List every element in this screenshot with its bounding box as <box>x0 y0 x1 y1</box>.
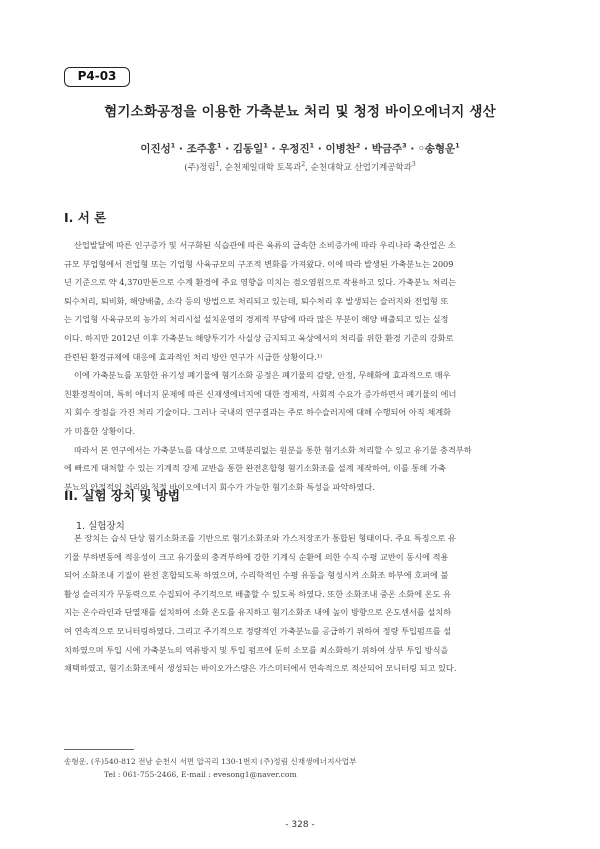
author-name: 이병찬 <box>325 143 356 155</box>
text-line: 친환경적이며, 특히 에너지 문제에 따른 신재생에너지에 대한 경제적, 사회적 수요가 증가하면서 폐기물의 에너 <box>64 388 457 399</box>
presentation-code-badge: P4-03 <box>64 67 130 87</box>
text-line: 관련된 환경규제에 대응에 효과적인 처리 방안 연구가 시급한 상황이다.¹⁾ <box>64 351 323 362</box>
text-line: 되어 소화조내 기질이 완전 혼합되도록 하였으며, 수리학적인 수평 유동을 형성시켜 소화조 하부에 호퍼에 불 <box>64 570 449 581</box>
text-line: 산업발달에 따른 인구증가 및 서구화된 식습관에 따른 육류의 급속한 소비증가에 따라 우리나라 축산업은 소 <box>74 240 456 250</box>
author-separator: · <box>267 143 280 155</box>
text-line: 활성 슬러지가 무동력으로 수집되어 주기적으로 배출할 수 있도록 하였다. 또한 소화조내 중온 소화에 온도 유 <box>64 588 452 599</box>
section-heading-introduction: I. 서 론 <box>64 210 107 225</box>
author-name: 김동일 <box>232 143 264 155</box>
affiliation-mark: 3 <box>411 161 416 169</box>
text-line: 지는 온수라인과 단열재를 설치하여 소화 온도를 유지하고 혐기소화조 내에 높이 방향으로 온도센서를 설치하 <box>64 607 452 618</box>
author-affil-mark: 1 <box>309 141 315 150</box>
text-line: 여 연속적으로 모니터링하였다. 그리고 주기적으로 정량적인 가축분뇨를 공급하기 위하여 정량 투입펌프를 설 <box>64 625 452 636</box>
text-line: 년 기준으로 약 4,370만톤으로 수계 환경에 주요 영향을 미치는 점오염원으로 작용하고 있다. 가축분뇨 처리는 <box>64 277 457 288</box>
affiliation-line <box>0 161 600 173</box>
author-affil-mark: 3 <box>402 141 407 150</box>
page-number: - 328 - <box>285 820 315 830</box>
author-separator: · <box>360 143 372 155</box>
text-line: 본 장치는 습식 단상 혐기소화조를 기반으로 혐기소화조와 가스저장조가 통합된 형태이다. 주요 특징으로 유 <box>74 533 456 543</box>
affiliation-mark: 1 <box>215 161 220 169</box>
affiliation-mark: 2 <box>301 161 306 169</box>
text-line: 지 회수 장점을 가진 처리 기술이다. 그러나 국내의 연구결과는 주로 하수슬러지에 대해 수행되어 아직 체계화 <box>64 407 452 418</box>
author-affil-mark: 1 <box>170 141 176 150</box>
author-affil-mark: 1 <box>455 141 460 150</box>
footnote-contact: Tel : 061-755-2466, E-mail : evesong1@naver.com <box>104 770 297 779</box>
text-line: 퇴수처리, 퇴비화, 해양배출, 소각 등의 방법으로 처리되고 있는데, 퇴수처리 후 발생되는 슬러지와 전업형 또 <box>64 295 449 306</box>
subsection-heading-apparatus: 1. 실험장치 <box>76 521 125 532</box>
author-separator: · <box>175 143 187 155</box>
introduction-body <box>64 236 536 496</box>
author-list <box>0 141 600 156</box>
text-line: 이다. 하지만 2012년 이후 가축분뇨 해양투기가 사실상 금지되고 육상에서의 처리를 위한 환경 기준의 강화로 <box>64 332 454 343</box>
methods-body <box>64 529 536 678</box>
section-heading-methods: II. 실험 장치 및 방법 <box>64 488 180 503</box>
author-name: 박금주 <box>371 143 403 155</box>
author-name: 우정진 <box>279 143 310 155</box>
text-line: 이에 가축분뇨를 포함한 유기성 폐기물에 혐기소화 공정은 폐기물의 감량, 안정, 무해화에 효과적으로 매우 <box>74 370 451 381</box>
author-name: 조주홍 <box>186 143 218 155</box>
author-affil-mark: 1 <box>217 141 222 150</box>
author-separator: · <box>314 143 326 155</box>
author-separator: · <box>406 143 418 155</box>
text-line: 에 빠르게 대처할 수 있는 기계적 강제 교반을 통한 완전혼합형 혐기소화조를 설계 제작하여, 이를 통해 가축 <box>64 463 446 474</box>
author-separator: · <box>221 143 233 155</box>
text-line: 따라서 본 연구에서는 가축분뇨를 대상으로 고액분리없는 원분을 통한 혐기소화 처리할 수 있고 유기물 충격부하 <box>74 444 472 455</box>
text-line: 가 미흡한 상황이다. <box>64 425 136 436</box>
text-line: 치하였으며 투입 시에 가축분뇨의 역류방지 및 투입 펌프에 둔히 소모를 최소화하기 위하여 상부 투입 방식을 <box>64 644 449 655</box>
author-affil-mark: 2 <box>355 141 361 150</box>
paper-title: 혐기소화공정을 이용한 가축분뇨 처리 및 청정 바이오에너지 생산 <box>104 104 496 120</box>
text-line: 규모 부업형에서 전업형 또는 기업형 사육규모의 구조적 변화를 가져왔다. 이에 따라 발생된 가축분뇨는 2009 <box>64 258 454 269</box>
footnote-address: 송형운, (우)540-812 전남 순천시 서면 압곡리 130-1번지 (주)정림 신재생에너지사업부 <box>64 757 357 766</box>
text-line: 분뇨의 안정적인 처리와 청정 바이오에너지 회수가 가능한 혐기소화 특성을 파악하였다. <box>64 481 375 492</box>
text-line: 는 기업형 사육규모의 농가의 처리시설 설치운영의 경제적 부담에 따라 많은 부분이 해양 배출되고 있는 실정 <box>64 314 449 325</box>
text-line: 채택하였고, 혐기소화조에서 생성되는 바이오가스량은 가스미터에서 연속적으로 적산되어 모니터링 되고 있다. <box>64 663 457 674</box>
affiliation-text: , 순천제일대학 토목과 <box>219 163 302 173</box>
author-name: ◦송형운 <box>418 143 456 155</box>
affiliation-text: (주)정림 <box>184 163 216 173</box>
author-name: 이진성 <box>140 143 171 155</box>
author-affil-mark: 1 <box>263 141 268 150</box>
text-line: 기물 부하변동에 적응성이 크고 유기물의 충격부하에 강한 기계식 순환에 의한 수직 수평 교반이 동시에 적용 <box>64 551 449 562</box>
footnote-divider <box>64 749 134 750</box>
affiliation-text: , 순천대학교 산업기계공학과 <box>305 163 412 173</box>
